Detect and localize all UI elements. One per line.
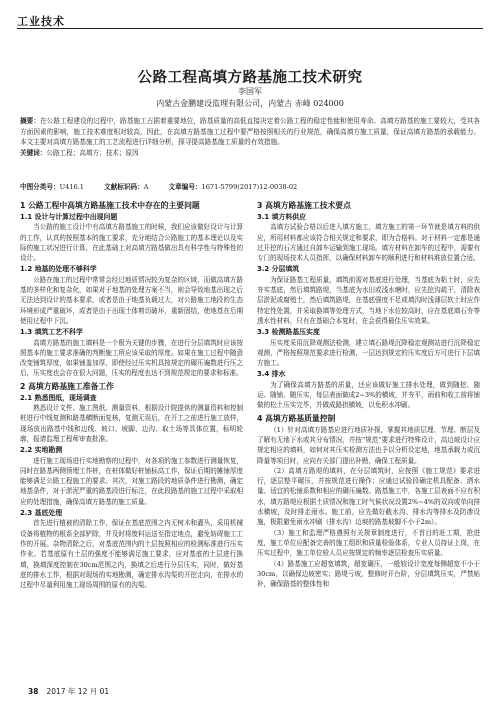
- subsection-heading: 1.3 填筑工艺不科学: [20, 328, 83, 337]
- paragraph: 为了确保高填方路基的质量，还应该做好施工排水处理，做到随挖、随运、随铺、随压实，每层表面做成2~3%的横坡，并夯平，雨前和收工前将铺做的松土压实完毕，并做成路拱横坡，以免积水冲刷。: [257, 380, 480, 410]
- keywords-label: 关键词：: [20, 148, 47, 157]
- article-author: 李国军: [238, 87, 262, 96]
- paragraph: 高填方试验合格以后进入填方施工，填方施工的第一环节就是填方料的供应，所用材料都应该符合相关规定和要求，即为合格料。对于材料一定都是通过开挖的石方通过自卸车运输到施工现场。填方材料在卸车的过程中，需要有专门的现场技术人员指挥，以确保材料卸车的顺利进行和材料堆放位置合适。: [257, 223, 480, 263]
- left-column: [20, 198, 243, 674]
- section-heading: 3 高填方路基施工技术要点: [257, 201, 351, 210]
- subsection-heading: 3.4 排水: [257, 370, 286, 379]
- paragraph: 熟悉设计文件、施工图纸、测量资料，根据设计院提供的测量资料和控制桩进行中线复测和路基横断面复核，复测无误后，在开工之前进行施工放样，现场放出路基中线和边线、坡口、坡脚、边沟、取土场等具体位置，标明轮廓，报请监理工程师审查批准。: [20, 404, 243, 443]
- doc-code-value: A: [143, 183, 149, 191]
- subsection-heading: 2.3 基底处理: [20, 509, 63, 518]
- page-number: 38: [28, 687, 39, 696]
- clc-label: 中图分类号：: [20, 183, 60, 191]
- paragraph: （4）路基施工应超宽填筑，超宽碾压，一般较设计宽度每侧超宽不小于30cm，以确保边坡密实；路堤亏坡，整修时开台阶，分层填筑压实，严禁贴补，确保路基的整体性和: [257, 559, 480, 589]
- journal-header: [17, 10, 483, 26]
- subsection-heading: 3.3 检测路基压实度: [257, 328, 320, 337]
- paragraph: 为保证路基工程质量，填筑前需对基底进行处理，当基底为粘土时，应先夯实基底，然后填筑路堤，当基底为水田或浅水塘时，应先挖沟疏干，清除表层淤泥或腐殖土，然后填筑路堤，在基底强度不足或填沟时浅薄层软土时应作特定性处置，并采取换填等处理方式，当地下水位较高时，应在基底填石夯等透水性材料，只有在基础合本复时，在会获得最佳压实效果。: [257, 275, 480, 325]
- subsection-heading: 2.2 实地勘测: [20, 446, 63, 455]
- section-heading: 2 高填方路基施工准备工作: [20, 381, 114, 391]
- subsection-heading: 2.1 熟悉图纸，现场调查: [20, 393, 97, 402]
- paragraph: （2）高填方路堤的填料，在分层填筑时，应按照《施工规范》要求进行，逐层整平碾压，并按规范进行操作；应通过试验段确定机具配备、洒水量、适宜的松铺系数和相应的碾压遍数。路基施工中，各施工层表面不应有积水，填方路堤应根据土质情况和施工时气候状况设置2%~4%的双向或单向排水横坡，及时排走雨水。施工前，应先做好截水沟、排水沟等排水及防渗设施，极限避免雨水冲刷（排水沟）边坡的路基坡脚不小于2m）。: [257, 466, 480, 527]
- classification-line: [20, 182, 480, 192]
- subsection-heading: 3.1 填方料供应: [257, 213, 307, 221]
- article-number-value: 1671-5799(2017)12-0038-02: [201, 183, 298, 191]
- article-title: 公路工程高填方路基施工技术研究: [137, 70, 363, 86]
- subsection-heading: 3.2 分层填筑: [257, 265, 300, 274]
- subsection-heading: 1.1 设计与计算过程中出现问题: [20, 213, 118, 221]
- header-rule: [17, 28, 483, 29]
- paragraph: 首先进行植被的清除工作，保证在基底范围之内无树木和灌丛，采用机械设备将植物的根系全部铲除，并及时将废料运送至指定地点，避免妨碍施工工作的开展。杂物清除之后，对基底范围内的土层按照相应的检测标准进行压实作业。若基底原有土层的强度不能够满足施工要求，应对基底的土层进行换填，换填深度控制在30cm范围之内，换填之后进行分层压实，同时，做好基底的排水工作，根据对现场的实地勘测，确定排水沟渠的开挖走向，在排水的过程中尽量利用施工现场周围的原有的沟渠。: [20, 519, 243, 590]
- body-columns: [20, 198, 480, 674]
- keywords-text: 公路工程；高填方；技术；原因: [46, 148, 139, 157]
- abstract: [20, 116, 480, 158]
- paragraph: 进行施工现场进行实地勘察的过程中，对各项的施工参数进行测量恢复，同时在路基两侧预埋工作桩，在桩体做好桩铺标高工作，保证后期的摊铺厚度能够满足公路工程施工的要求。其次，对施工路段的地质条件进行勘测，确定地基条件，对于淤泥严重的路基段进行标注，在此段路基的施工过程中采取相应的处理措施，确保高填方路基的施工质量。: [20, 456, 243, 506]
- doc-code-label: 文献标识码：: [104, 183, 144, 191]
- subsection-heading: 1.2 地基的处理不够科学: [20, 265, 97, 274]
- journal-name: 工业技术: [17, 15, 65, 28]
- clc-value: U416.1: [59, 183, 84, 191]
- article-number-label: 文章编号：: [168, 183, 202, 191]
- paragraph: （1）针对高填方路基应进行地质补探，掌握其地质层理、节理、断层及了解有无地下水或其分布情况，并按“规范”要求进行特殊设计，高边坡设计应规定相应的填料，如何对其压实检测方法也予以分析设定地，地基承载力或沉降量等项目时，应向有关部门提出补勘，确保工程质量。: [257, 425, 480, 465]
- paragraph: （3）施工和监理严格遵照有关规章制度进行，不首目的赶工期，抢进度，施工单位应配备完善的施工组织和质量检验体系，专业人员持证上岗，在压实过程中，施工单位检人员应按规定的频率逐层检查压实质量。: [257, 528, 480, 558]
- issue-date: 2017 年 12 月 01: [46, 687, 110, 696]
- abstract-text: 在公路工程建设的过程中，路基施工占据着重要地位，路基质量的高低直接决定着公路工程的稳定性能和使用寿命。高填方路基的施工要较大，受其各方面因素的影响，施工技术难度相对较高，因此，在高填方路基施工过程中要严格按照相关的行业规范，确保高填方施工质量，保证高填方路基的承载能力。本文主要对高填方路基施工的工艺流程进行详细分析，探寻提高路基施工质量的有效措施。: [20, 117, 481, 147]
- paragraph: 公路在施工的过程中常常会经过地质情况较为复杂的区域，而做高填方路基的多样化和复杂化，如果对于地基的处理方案不当，则会导致地基出现之后无法达到设计的基本要求，或者是由于地基负载过大，对公路施工地段的生态环境形成严重破坏，或者是由于出现土体剪切破坏，重新固结，使地基在后期使用过程中下沉。: [20, 275, 243, 325]
- article-affiliation: 内蒙古金鹏建设监理有限公司，内蒙古 赤峰 024000: [156, 99, 344, 108]
- paragraph: 当公路的施工设计中有高填方路基施工的时候，我们应该做好设计与计算的工作，认真的按照基本的施工要求，充分地结合公路施工的基本理论以及实际的施工状况进行计算，在此基础上对高填方路基做出具有科学性与特殊性的设计。: [20, 223, 243, 263]
- section-heading: 4 高填方路基质量控制: [257, 413, 336, 423]
- page-footer: [28, 686, 109, 697]
- paragraph: 压实度采用沉降观测法检测，建立填石路堤沉降稳定观测站进行沉降稳定观测，严格按照规范要求进行检测，一层达到规定的压实度后方可进行下层填方施工。: [257, 338, 480, 368]
- abstract-label: 摘要：: [20, 117, 41, 125]
- right-column: [257, 198, 480, 674]
- paragraph: 高填方路基的施工填料是一个极为关键的步骤，在进行分层填筑时应该按照基本的施工要求准确的判断施工所应该采取的厚度。如果在施工过程中随意改变铺筑厚度，如果铺盖加厚，即使经过压实机具按规定的碾压遍数进行压之后，压实度也会存在很大问题，压实的程度也达不到规范规定的要求和标准。: [20, 338, 243, 378]
- section-heading: 1 公路工程中高填方路基施工技术中存在的主要问题: [20, 201, 200, 210]
